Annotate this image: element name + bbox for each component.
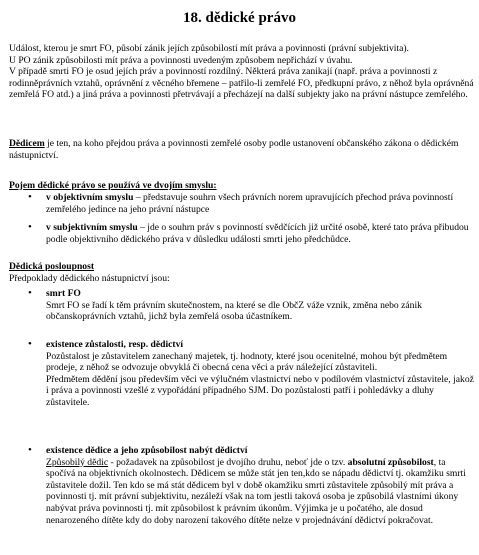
predpoklad-text: - požadavek na způsobilost je dvojího druhu, neboť jde o tzv. bbox=[108, 456, 348, 468]
intro-line-1: Událost, kterou je smrt FO, působí zánik jejích způsobilostí mít práva a povinnosti (právní subjektivita). bbox=[9, 43, 409, 54]
intro-line-2: U PO zánik způsobilosti mít práva a povinnosti uvedeným způsobem nepřichází v úvahu. bbox=[9, 54, 353, 66]
pojem-item-objective bbox=[46, 192, 476, 215]
bullet-icon: • bbox=[28, 191, 32, 203]
dedicem-paragraph bbox=[9, 138, 475, 161]
pojem-heading: Pojem dědické právo se používá ve dvojím smyslu: bbox=[9, 180, 217, 191]
predpoklad-term: existence dědice a jeho způsobilost nabýt dědictví bbox=[46, 445, 248, 456]
predpoklad-term: existence zůstalosti, resp. dědictví bbox=[46, 339, 184, 350]
predpoklad-text: Smrt FO se řadí k těm právním skutečnostem, na které se dle ObčZ váže vznik, změna nebo zánik občanskoprávních vztahů, jichž byla zemřelá osoba účastníkem. bbox=[46, 299, 422, 323]
predpoklad-bold: absolutní způsobilost bbox=[347, 456, 434, 468]
bullet-icon: • bbox=[28, 287, 32, 299]
posloupnost-section bbox=[9, 261, 475, 284]
predpoklad-smrt bbox=[46, 288, 476, 323]
pojem-item-text: – jde o souhrn práv s povinností svědčících již určité osobě, které tato práva přibudou podle objektivního dědického práva v důsledku události smrti jeho předchůdce. bbox=[46, 222, 469, 245]
bullet-icon: • bbox=[28, 221, 32, 233]
posloupnost-heading: Dědická posloupnost bbox=[9, 261, 95, 272]
predpoklad-text: Pozůstalost je zůstavitelem zanechaný majetek, tj. hodnoty, které jsou ocenitelné, mohou být předmětem prodeje, z něhož se odvozuje obvyklá či obecná cena věci a práv náležející zůstaviteli. bbox=[46, 350, 448, 374]
intro-paragraph bbox=[9, 43, 475, 101]
predpoklad-zustalost bbox=[46, 339, 476, 409]
predpoklad-dedic bbox=[46, 445, 476, 526]
bullet-icon: • bbox=[28, 338, 32, 350]
page-title: 18. dědické právo bbox=[183, 10, 296, 26]
pojem-item-term: v objektivním smyslu bbox=[46, 192, 134, 203]
posloupnost-subheading: Předpoklady dědického nástupnictví jsou: bbox=[9, 272, 170, 284]
dedicem-text: je ten, na koho přejdou práva a povinnosti zemřelé osoby podle ustanovení občanského zákona o dědickém nástupnictví. bbox=[9, 138, 459, 161]
dedicem-term: Dědicem bbox=[9, 138, 45, 149]
bullet-icon: • bbox=[28, 444, 32, 456]
pojem-item-subjective bbox=[46, 222, 476, 245]
predpoklad-text-2: , ta spočívá na objektivních okolnostech. Dědicem se může stát jen ten,kdo se nápadu dědictví tj. okamžiku smrti zůstavitele dožil. Ten kdo se má stát dědicem byl v době okamžiku smrti zůstavitele způsobilý mít práva a povinnosti tj. mít právní subjektivitu, nezáleží však na tom jestli taková osoba je způsobilá vlastními úkony nabývat práva povinnosti tj. mít způsobilost k právním úkonům. Výjimka je u počatého, ale dosud nenarozeného dítěte kdy do doby narození takového dítěte nelze v projednávání dědictví pokračovat. bbox=[46, 456, 466, 526]
predpoklad-term: smrt FO bbox=[46, 288, 81, 299]
pojem-item-term: v subjektivním smyslu bbox=[46, 222, 138, 233]
pojem-item-text: – představuje souhrn všech právních norem upravujících přechod práva povinností zemřelého jedince na jeho právní nástupce bbox=[46, 192, 454, 215]
predpoklad-text-2: Předmětem dědění jsou především věci ve výlučném vlastnictví nebo v podílovém vlastnictví zůstavitele, jakož i práva a povinnosti vzešlé z vypořádání případného SJM. Do pozůstalosti patří i pohledávky a dluhy zůstavitele. bbox=[46, 373, 474, 408]
intro-line-3: V případě smrti FO je osud jejích práv a povinností rozdílný. Některá práva zanikají (např. práva a povinnosti z rodinněprávních vztahů, oprávnění z věcného břemene – patřilo-li zemřelé FO, předkupní právo, z něhož byla oprávněná zemřelá FO atd.) a jiná práva a povinnosti přetrvávají a přecházejí na další subjekty jako na právní nástupce zemřelého. bbox=[9, 66, 474, 101]
predpoklad-subterm: Způsobilý dědic bbox=[46, 456, 109, 468]
